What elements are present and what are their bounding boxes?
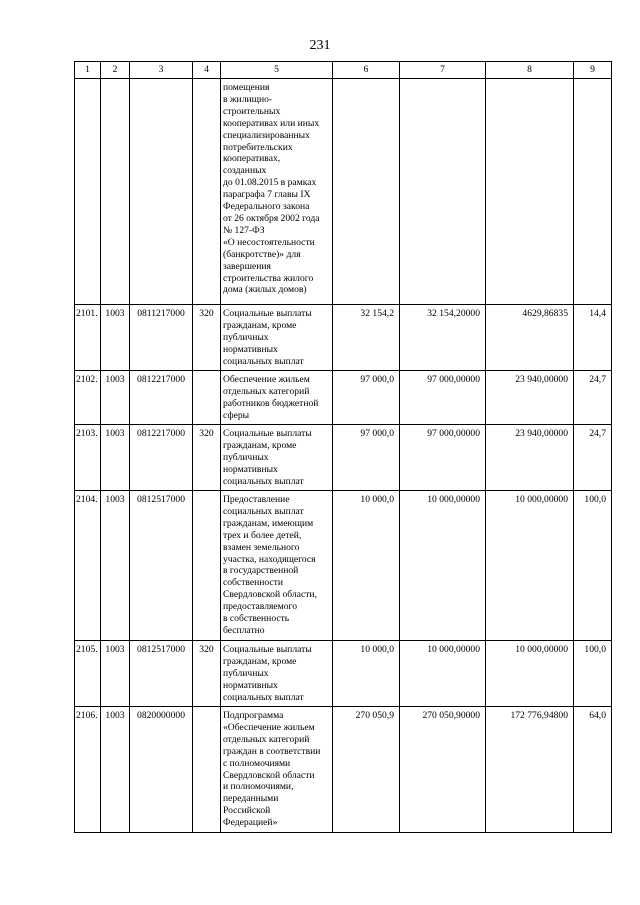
item-name: помещения в жилищно- строительных кооперативах или иных специализированных потребительских кооперативах, созданных до 01.08.2015 в рамках параграфа 7 главы IX Федерального закона от 26 октября 2002 года № 127-ФЗ «О несостоятельности (банкротстве)» для завершения строительства жилого дома (жилых домов) (221, 79, 333, 305)
planned-amount: 10 000,0 (333, 491, 400, 641)
row-number (75, 79, 101, 305)
row-number: 2103. (75, 425, 101, 491)
section-code: 1003 (101, 707, 130, 833)
target-article-code: 0812517000 (130, 641, 193, 707)
expense-type-code (193, 707, 221, 833)
execution-percent: 100,0 (574, 641, 612, 707)
table-row (75, 305, 612, 371)
adjusted-amount: 10 000,00000 (400, 641, 486, 707)
expense-type-code: 320 (193, 641, 221, 707)
section-code: 1003 (101, 371, 130, 425)
execution-percent: 24,7 (574, 371, 612, 425)
table-row (75, 79, 612, 305)
budget-table (74, 61, 612, 833)
execution-percent: 64,0 (574, 707, 612, 833)
header-cell: 8 (486, 62, 574, 79)
row-number: 2101. (75, 305, 101, 371)
target-article-code: 0820000000 (130, 707, 193, 833)
executed-amount: 23 940,00000 (486, 425, 574, 491)
execution-percent: 24,7 (574, 425, 612, 491)
executed-amount: 10 000,00000 (486, 641, 574, 707)
target-article-code: 0812517000 (130, 491, 193, 641)
header-cell: 1 (75, 62, 101, 79)
planned-amount: 10 000,0 (333, 641, 400, 707)
expense-type-code: 320 (193, 425, 221, 491)
row-number: 2105. (75, 641, 101, 707)
item-name: Обеспечение жильем отдельных категорий работников бюджетной сферы (221, 371, 333, 425)
adjusted-amount: 97 000,00000 (400, 425, 486, 491)
section-code (101, 79, 130, 305)
table-row (75, 491, 612, 641)
target-article-code: 0812217000 (130, 371, 193, 425)
adjusted-amount: 270 050,90000 (400, 707, 486, 833)
row-number: 2102. (75, 371, 101, 425)
header-cell: 3 (130, 62, 193, 79)
planned-amount (333, 79, 400, 305)
planned-amount: 97 000,0 (333, 371, 400, 425)
row-number: 2104. (75, 491, 101, 641)
target-article-code: 0812217000 (130, 425, 193, 491)
execution-percent: 100,0 (574, 491, 612, 641)
execution-percent (574, 79, 612, 305)
item-name: Подпрограмма «Обеспечение жильем отдельных категорий граждан в соответствии с полномочиями Свердловской области и полномочиями, переданными Российской Федерацией» (221, 707, 333, 833)
executed-amount: 4629,86835 (486, 305, 574, 371)
expense-type-code: 320 (193, 305, 221, 371)
executed-amount: 10 000,00000 (486, 491, 574, 641)
table-row (75, 425, 612, 491)
header-cell: 7 (400, 62, 486, 79)
planned-amount: 97 000,0 (333, 425, 400, 491)
item-name: Социальные выплаты гражданам, кроме публичных нормативных социальных выплат (221, 425, 333, 491)
planned-amount: 270 050,9 (333, 707, 400, 833)
table-row (75, 641, 612, 707)
executed-amount: 23 940,00000 (486, 371, 574, 425)
header-cell: 2 (101, 62, 130, 79)
section-code: 1003 (101, 425, 130, 491)
header-cell: 6 (333, 62, 400, 79)
target-article-code (130, 79, 193, 305)
section-code: 1003 (101, 305, 130, 371)
section-code: 1003 (101, 641, 130, 707)
section-code: 1003 (101, 491, 130, 641)
header-row (75, 62, 612, 79)
executed-amount (486, 79, 574, 305)
expense-type-code (193, 79, 221, 305)
header-cell: 9 (574, 62, 612, 79)
expense-type-code (193, 371, 221, 425)
planned-amount: 32 154,2 (333, 305, 400, 371)
item-name: Социальные выплаты гражданам, кроме публичных нормативных социальных выплат (221, 305, 333, 371)
executed-amount: 172 776,94800 (486, 707, 574, 833)
execution-percent: 14,4 (574, 305, 612, 371)
item-name: Социальные выплаты гражданам, кроме публичных нормативных социальных выплат (221, 641, 333, 707)
header-cell: 4 (193, 62, 221, 79)
page-number: 231 (309, 38, 331, 53)
table-row (75, 371, 612, 425)
row-number: 2106. (75, 707, 101, 833)
item-name: Предоставление социальных выплат гражданам, имеющим трех и более детей, взамен земельного участка, находящегося в государственной собственности Свердловской области, предоставляемого в собственность бесплатно (221, 491, 333, 641)
expense-type-code (193, 491, 221, 641)
target-article-code: 0811217000 (130, 305, 193, 371)
adjusted-amount: 32 154,20000 (400, 305, 486, 371)
adjusted-amount: 97 000,00000 (400, 371, 486, 425)
table-row (75, 707, 612, 833)
adjusted-amount: 10 000,00000 (400, 491, 486, 641)
adjusted-amount (400, 79, 486, 305)
header-cell: 5 (221, 62, 333, 79)
